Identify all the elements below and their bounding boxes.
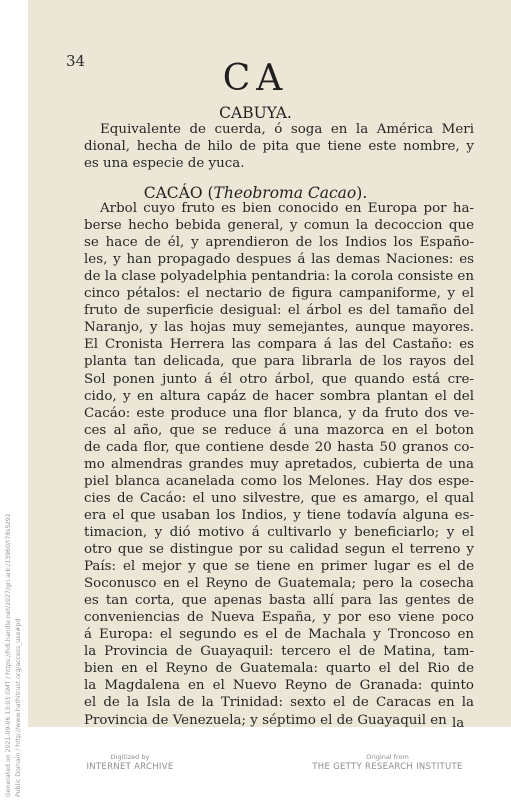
hathitrust-sidebar bbox=[2, 505, 32, 800]
text-line: cies de Cacáo: el uno silvestre, que es amargo, el qual bbox=[84, 490, 474, 506]
text-line: la Provincia de Guayaquil: tercero el de Matina, tam- bbox=[84, 644, 474, 660]
text-line: bien en el Reyno de Guatemala: quarto el del Rio de bbox=[84, 661, 474, 677]
footer-original-label: Original from bbox=[366, 753, 409, 761]
text-line: es tan corta, que apenas basta allí para las gentes de bbox=[84, 593, 474, 609]
catchword: la bbox=[452, 716, 465, 731]
text-line: fruto de superficie desigual: el árbol es del tamaño del bbox=[84, 303, 474, 319]
text-line: berse hecho bebida general, y comun la decoccion que bbox=[84, 218, 474, 234]
sidebar-generated-line: Generated on 2021-09-06 13:03 GMT / https://hdl.handle.net/2027/gri.ark:/13960/t78s5z92 bbox=[5, 513, 12, 797]
text-line: conveniencias de Nueva España, y por eso viene poco bbox=[84, 610, 474, 626]
text-line: de cada flor, que contiene desde 20 hasta 50 granos co- bbox=[84, 439, 474, 455]
text-line: ces al año, que se reduce á una mazorca en el boton bbox=[84, 422, 474, 438]
text-line: Provincia de Venezuela; y séptimo el de Guayaquil en bbox=[84, 712, 447, 728]
page-number: 34 bbox=[66, 52, 86, 70]
footer-original-from bbox=[300, 752, 475, 772]
text-line: Cacáo: este produce una flor blanca, y da fruto dos ve- bbox=[84, 405, 474, 421]
sidebar-public-domain-line: Public Domain / http://www.hathitrust.org/access_use#pd bbox=[15, 618, 22, 797]
text-line: El Cronista Herrera las compara á las del Castaño: es bbox=[84, 337, 474, 353]
text-line: País: el mejor y que se tiene en primer lugar es el de bbox=[84, 559, 474, 575]
text-line: Equivalente de cuerda, ó soga en la América Meri bbox=[100, 122, 474, 137]
text-line: se hace de él, y aprendieron de los Indios los Españo- bbox=[84, 235, 474, 251]
text-line: el de la Isla de la Trinidad: sexto el de Caracas en la bbox=[84, 695, 474, 711]
entry-heading-cabuya: CABUYA. bbox=[219, 104, 292, 122]
text-line: les, y han propagado despues á las demas Naciones: es bbox=[84, 252, 474, 268]
text-line: mo almendras grandes muy apretados, cubierta de una bbox=[84, 456, 474, 472]
heading-cacao-text: CACÁO ( bbox=[143, 184, 214, 202]
footer-digitized-by bbox=[60, 752, 200, 772]
text-line: otro que se distingue por su calidad segun el terreno y bbox=[84, 542, 474, 557]
footer-getty: THE GETTY RESEARCH INSTITUTE bbox=[312, 762, 463, 772]
text-line: es una especie de yuca. bbox=[84, 156, 245, 172]
footer-internet-archive: INTERNET ARCHIVE bbox=[86, 762, 174, 772]
text-line: á Europa: el segundo es el de Machala y Troncoso en bbox=[84, 627, 474, 643]
text-line: de la clase polyadelphia pentandria: la corola consiste en bbox=[84, 269, 474, 285]
text-line: timacion, y dió motivo á cultivarlo y beneficiarlo; y el bbox=[84, 524, 474, 540]
text-line: Naranjo, y las hojas muy semejantes, aunque mayores. bbox=[84, 320, 474, 336]
text-line: cido, y en altura capáz de hacer sombra plantan el del bbox=[84, 388, 474, 404]
text-line: Soconusco en el Reyno de Guatemala; pero la cosecha bbox=[84, 576, 474, 592]
text-line: dional, hecha de hilo de pita que tiene este nombre, y bbox=[84, 139, 474, 155]
running-head: CA bbox=[222, 58, 289, 99]
text-line: planta tan delicada, que para librarla de los rayos del bbox=[84, 354, 474, 370]
text-line: Sol ponen junto á él otro árbol, que quando está cre- bbox=[84, 371, 474, 387]
heading-cacao-close: ). bbox=[356, 184, 368, 202]
text-line: la Magdalena en el Nuevo Reyno de Granada: quinto bbox=[84, 678, 474, 694]
text-line: cinco pétalos: el nectario de figura campaniforme, y el bbox=[84, 286, 474, 302]
text-line: Arbol cuyo fruto es bien conocido en Europa por ha- bbox=[100, 201, 474, 216]
text-line: piel blanca acanelada como los Melones. Hay dos espe- bbox=[84, 473, 474, 489]
footer-digitized-label: Digitized by bbox=[110, 753, 150, 761]
text-line: era el que usaban los Indios, y tiene todavía alguna es- bbox=[84, 507, 474, 523]
heading-cacao-latin-name: Theobroma Cacao bbox=[213, 184, 357, 202]
